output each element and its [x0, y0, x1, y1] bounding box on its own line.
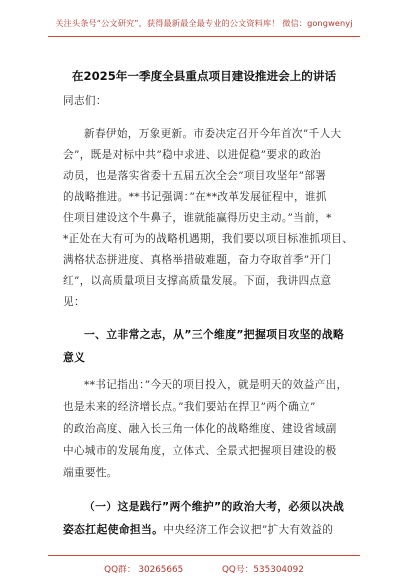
footer-qq-number: QQ号：535304092 [221, 565, 304, 575]
section1-line-4: 中心城市的发展角度，立体式、全景式把握项目建设的极 [63, 445, 337, 457]
subsection-1-heading-cont: 姿态扛起使命担当。 [63, 523, 164, 536]
subsection-1-heading: （一）这是践行”两个维护”的政治大考，必须以决战 [84, 500, 345, 513]
footer-contacts [0, 562, 408, 575]
para1-line-2: 会”，既是对标中共”稳中求进、以进促稳”要求的政治 [63, 149, 322, 161]
para1-line-3: 动员，也是落实省委十五届五次全会”项目攻坚年”部署 [63, 170, 327, 182]
section1-line-1: **书记指出：”今天的项目投入，就是明天的效益产出， [84, 379, 348, 391]
para1-line-6: *正处在大有可为的战略机遇期，我们要以项目标准抓项目、 [63, 233, 354, 245]
section1-line-2: 也是未来的经济增长点。”我们要站在捍卫”两个确立” [63, 401, 316, 413]
header-banner: 关注头条号“公文研究”，获得最新最全最专业的公文资料库！ 微信：gongwenyj [55, 18, 353, 28]
header-rule [48, 36, 360, 37]
para1-line-4: 的战略推进。**书记强调：”在**改革发展征程中，谁抓 [63, 191, 327, 203]
section-1-heading-cont: 意义 [63, 351, 86, 364]
subsection-1-text: 中央经济工作会议把”扩大有效益的 [163, 524, 334, 536]
para1-line-8: 红”，以高质量项目支撑高质量发展。下面，我讲四点意 [63, 275, 332, 287]
subsection-1-line-2 [63, 519, 353, 542]
section1-line-3: 的政治高度、融入长三角一体化的战略维度、建设省域副 [63, 423, 337, 435]
section1-line-5: 端重要性。 [63, 467, 118, 479]
para1-line-5: 住项目建设这个牛鼻子，谁就能赢得历史主动。”当前，* [63, 212, 332, 224]
salutation: 同志们： [63, 95, 107, 107]
para1-line-7: 满格状态拼进度、真格举措破难题，奋力夺取首季”开门 [63, 254, 332, 266]
footer-rule [48, 555, 360, 556]
para1-line-9: 见： [63, 296, 85, 308]
para1-line-1: 新春伊始，万象更新。市委决定召开今年首次”千人大 [84, 128, 342, 140]
document-title: 在2025年一季度全县重点项目建设推进会上的讲话 [71, 69, 337, 83]
section-1-heading: 一、立非常之志，从”三个维度”把握项目攻坚的战略 [84, 328, 345, 341]
footer-qq-group: QQ群： 30265665 [104, 565, 184, 575]
